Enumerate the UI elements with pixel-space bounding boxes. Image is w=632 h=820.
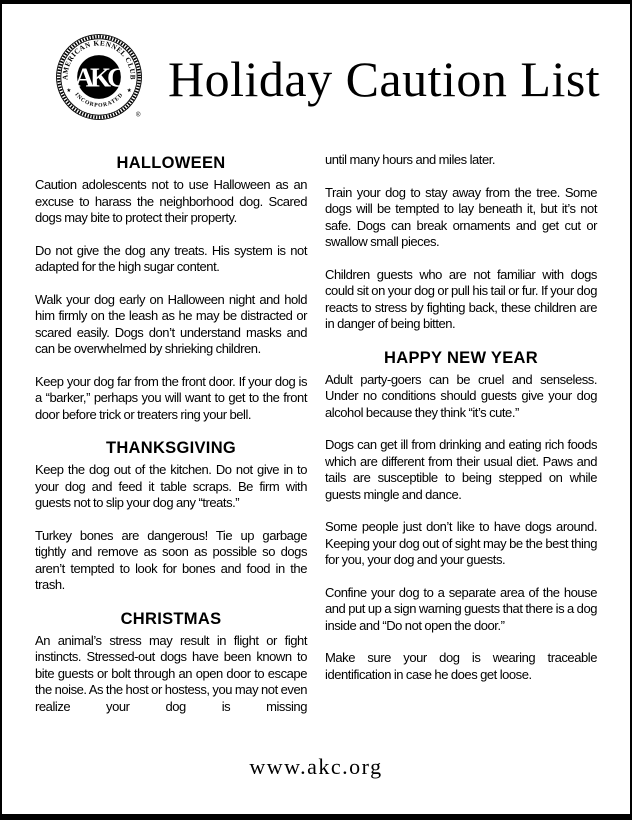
footer [2,756,630,778]
logo-registered-mark: ® [135,111,141,119]
logo-star-right-icon: ★ [126,87,132,94]
paragraph: Keep your dog far from the front door. If your dog is a “barker,” perhaps you will want to get to the front door before trick or treaters ring your bell. [35,373,307,422]
paragraph: Train your dog to stay away from the tree. Some dogs will be tempted to lay beneath it, but it’s not safe. Dogs can break ornaments and get cut or swallow small pieces. [325,184,597,249]
section-heading-thanksgiving: THANKSGIVING [105,439,237,458]
two-column-body [2,152,630,731]
logo-top-text: AMERICAN KENNEL CLUB [61,39,137,81]
paragraph: Make sure your dog is wearing traceable identification in case he does get loose. [325,650,597,682]
paragraph: Confine your dog to a separate area of the house and put up a sign warning guests that there is a dog inside and “Do not open the door.” [325,584,597,633]
page-title: Holiday Caution List [168,51,601,107]
logo-monogram: AKC [74,62,123,93]
paragraph: An animal’s stress may result in flight or fight instincts. Stressed-out dogs have been known to bite guests or bolt through an open door to escape the noise. As the host or hostess, you may not even realize your dog is missing [35,632,307,714]
document-header [2,4,630,122]
paragraph: until many hours and miles later. [325,152,496,167]
footer-url: www.akc.org [249,754,383,779]
logo-star-left-icon: ★ [66,87,72,94]
paragraph: Some people just don’t like to have dogs around. Keeping your dog out of sight may be the best thing for you, your dog and your guests. [325,519,597,568]
paragraph: Keep the dog out of the kitchen. Do not give in to your dog and feed it table scraps. Be firm with guests not to slip your dog any “treats.” [35,462,307,511]
paragraph: Turkey bones are dangerous! Tie up garbage tightly and remove as soon as possible so dogs aren’t tempted to look for bones and food in the trash. [35,527,307,593]
logo-bottom-text: INCORPORATED [73,91,125,109]
paragraph: Caution adolescents not to use Halloween as an excuse to harass the neighborhood dog. Scared dogs may bite to protect their property. [35,177,307,226]
paragraph: Adult party-goers can be cruel and senseless. Under no conditions should guests give your dog alcohol because they think “it’s cute.” [325,371,597,420]
section-heading-happy-new-year: HAPPY NEW YEAR [384,348,538,367]
section-heading-christmas: CHRISTMAS [120,609,222,628]
section-heading-halloween: HALLOWEEN [116,154,226,172]
paragraph: Do not give the dog any treats. His system is not adapted for the high sugar content. [35,242,307,275]
column-right [325,152,597,731]
akc-logo [54,32,144,122]
paragraph: Children guests who are not familiar with dogs could sit on your dog or pull his tail or fur. If your dog reacts to stress by fighting back, these children are in danger of being bitten. [325,266,597,331]
column-left [35,152,307,731]
paragraph: Dogs can get ill from drinking and eating rich foods which are different from their usual diet. Paws and tails are susceptible to being stepped on while guests mingle and dance. [325,437,597,502]
paragraph: Walk your dog early on Halloween night and hold him firmly on the leash as he may be distracted or scared easily. Dogs don’t understand masks and can be overwhelmed by shrieking children. [35,291,307,357]
